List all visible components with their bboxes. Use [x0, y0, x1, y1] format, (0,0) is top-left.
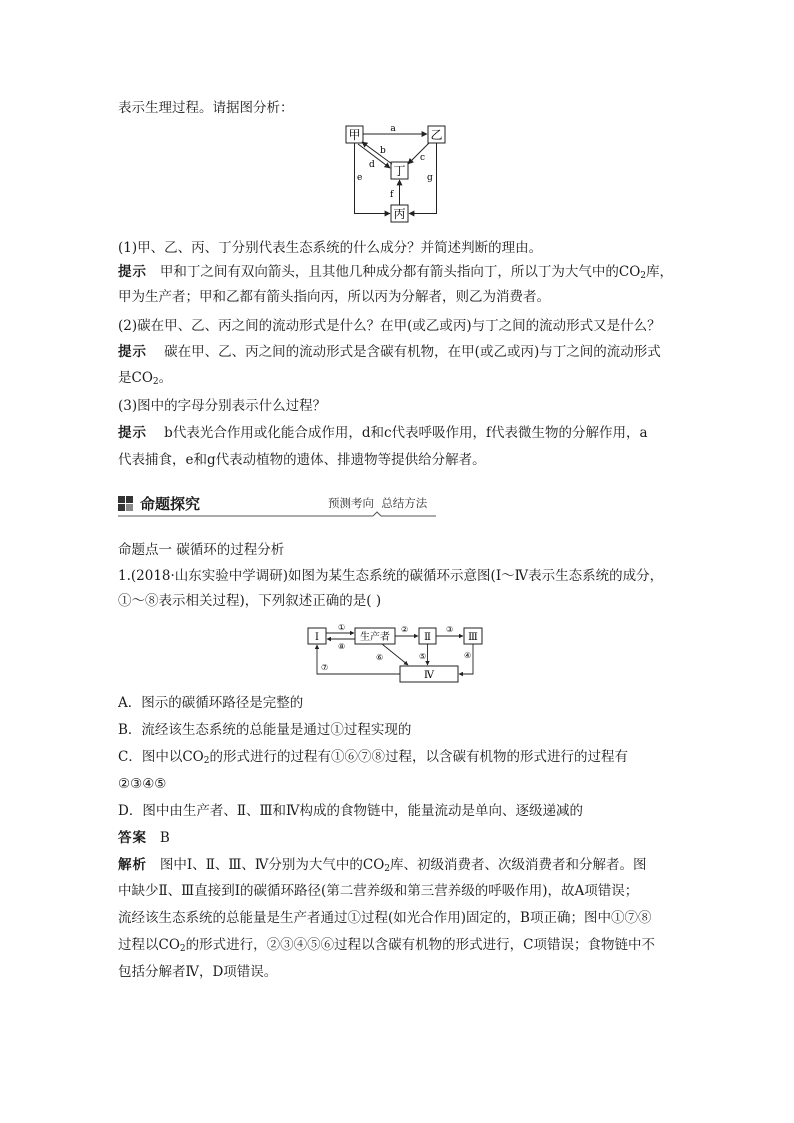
carbon-cycle-diagram-1 — [340, 122, 450, 226]
label-d: d — [369, 160, 375, 170]
question-3-text: (3)图中的字母分别表示什么过程？ — [118, 398, 327, 414]
tip-1-line-1 — [118, 262, 673, 286]
node-II: Ⅱ — [424, 632, 431, 643]
analysis-text-4a: 过程以CO — [118, 937, 180, 953]
node-IV: Ⅳ — [424, 670, 434, 681]
analysis-sub-4: 2 — [179, 944, 186, 954]
tip-3-line-1 — [118, 423, 648, 443]
option-b: B．流经该生态系统的总能量是通过①过程实现的 — [118, 722, 412, 738]
label-g: g — [427, 173, 433, 183]
question-1-text: (1)甲、乙、丙、丁分别代表生态系统的什么成分？并简述判断的理由。 — [118, 240, 543, 256]
answer-tag: 答案 — [118, 830, 147, 846]
tip-1-line-2: 甲为生产者；甲和乙都有箭头指向丙，所以丙为分解者，则乙为消费者。 — [118, 289, 550, 305]
node-ding: 丁 — [393, 164, 406, 178]
analysis-sub-1: 2 — [384, 864, 391, 874]
node-yi: 乙 — [430, 128, 443, 142]
tip-3-text: b代表光合作用或化能合成作用，d和c代表呼吸作用，f代表微生物的分解作用，a — [164, 425, 648, 441]
tip-2-text-b: 。 — [158, 370, 173, 386]
tip-2-tag: 提示 — [118, 344, 147, 360]
tip-2-text-a: 是CO — [118, 370, 153, 386]
label-e: e — [357, 173, 363, 183]
carbon-cycle-diagram-2 — [300, 620, 500, 686]
analysis-text-4b: 的形式进行，②③④⑤⑥过程以含碳有机物的形式进行，C项错误；食物链中不 — [185, 937, 655, 953]
analysis-line-1 — [118, 855, 647, 879]
option-c-sub: 2 — [203, 756, 210, 766]
answer-value: B — [159, 830, 170, 846]
tip-1-sub: 2 — [640, 271, 647, 281]
tip-1-tag: 提示 — [118, 264, 147, 280]
label-f: f — [390, 190, 394, 200]
analysis-tag: 解析 — [118, 857, 147, 873]
node-III: Ⅲ — [468, 632, 478, 643]
option-a: A．图示的碳循环路径是完整的 — [118, 695, 304, 711]
label-3: ③ — [446, 625, 454, 634]
node-bing: 丙 — [393, 207, 406, 221]
section-header — [118, 491, 436, 519]
tip-1-text-a: 甲和丁之间有双向箭头，且其他几种成分都有箭头指向丁，所以丁为大气中的CO — [159, 264, 641, 280]
tip-2-line-1 — [118, 342, 661, 362]
analysis-line-4 — [118, 935, 655, 959]
tip-2-line-2 — [118, 368, 172, 392]
tip-2-text: 碳在甲、乙、丙之间的流动形式是含碳有机物，在甲(或乙或丙)与丁之间的流动形式 — [164, 344, 661, 360]
section-title: 命题探究 — [140, 495, 201, 513]
label-4: ④ — [464, 651, 472, 660]
section-subtitle: 预测考向 总结方法 — [328, 496, 428, 510]
option-d: D．图中由生产者、Ⅱ、Ⅲ和Ⅳ构成的食物链中，能量流动是单向、逐级递减的 — [118, 803, 584, 819]
label-6: ⑥ — [376, 653, 384, 662]
label-5: ⑤ — [419, 652, 427, 661]
label-1: ① — [338, 623, 346, 632]
tip-3-tag: 提示 — [118, 425, 147, 441]
label-b: b — [380, 146, 386, 156]
label-a: a — [390, 124, 396, 134]
node-producer: 生产者 — [360, 632, 390, 643]
mc-question-line-2: ①～⑧表示相关过程)，下列叙述正确的是( ) — [118, 593, 382, 609]
tip-1-text-b: 库， — [646, 264, 674, 280]
tip-2-sub: 2 — [152, 377, 159, 387]
analysis-text-1a: 图中Ⅰ、Ⅱ、Ⅲ、Ⅳ分别为大气中的CO — [159, 857, 385, 873]
label-c: c — [420, 153, 426, 163]
topic-heading: 命题点一 碳循环的过程分析 — [118, 542, 285, 558]
tip-3-line-2: 代表捕食，e和g代表动植物的遗体、排遗物等提供给分解者。 — [118, 452, 486, 468]
mc-question-line-1: 1.(2018·山东实验中学调研)如图为某生态系统的碳循环示意图(Ⅰ～Ⅳ表示生态系统的成分， — [118, 568, 664, 584]
analysis-line-5: 包括分解者Ⅳ，D项错误。 — [118, 964, 278, 980]
option-c-line-2: ②③④⑤ — [118, 776, 167, 792]
node-jia: 甲 — [348, 128, 361, 142]
label-8: ⑧ — [338, 642, 346, 651]
intro-text: 表示生理过程。请据图分析： — [118, 100, 294, 116]
option-c-line-1 — [118, 747, 628, 771]
answer-line — [118, 828, 170, 848]
analysis-text-1b: 库、初级消费者、次级消费者和分解者。图 — [390, 857, 647, 873]
node-I: Ⅰ — [315, 632, 319, 643]
analysis-line-2: 中缺少Ⅱ、Ⅲ直接到Ⅰ的碳循环路径(第二营养级和第三营养级的呼吸作用)，故A项错误； — [118, 883, 639, 899]
label-2: ② — [401, 625, 409, 634]
option-c-text-a: C．图中以CO — [118, 749, 204, 765]
question-2-text: (2)碳在甲、乙、丙之间的流动形式是什么？在甲(或乙或丙)与丁之间的流动形式又是什么？ — [118, 318, 661, 334]
label-7: ⑦ — [321, 663, 329, 672]
option-c-text-b: 的形式进行的过程有①⑥⑦⑧过程，以含碳有机物的形式进行的过程有 — [209, 749, 628, 765]
analysis-line-3: 流经该生态系统的总能量是生产者通过①过程(如光合作用)固定的，B项正确；图中①⑦⑧ — [118, 910, 652, 926]
